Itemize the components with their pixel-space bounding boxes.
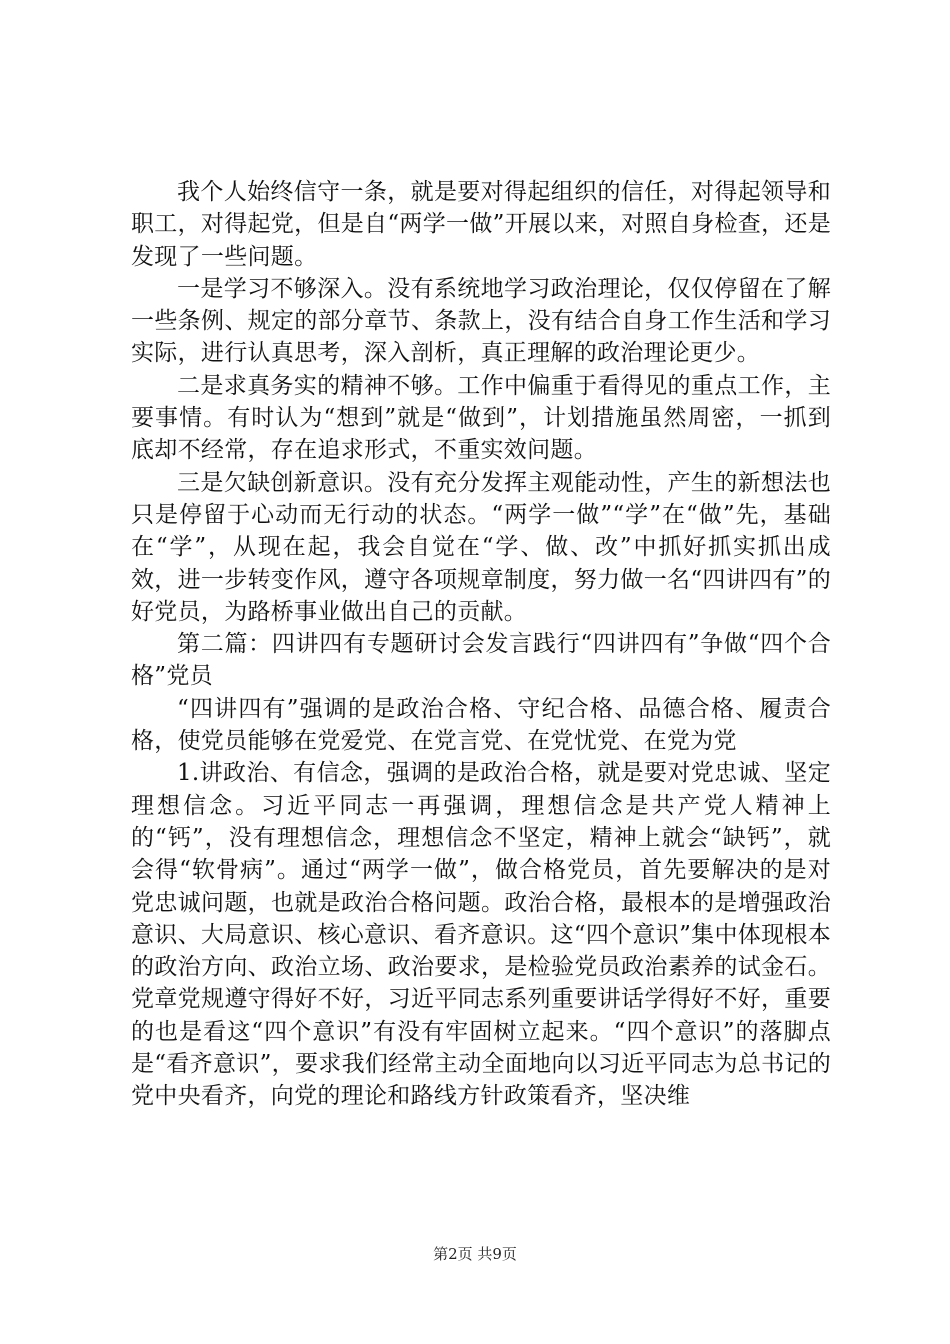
paragraph-problem-1: 一是学习不够深入。没有系统地学习政治理论，仅仅停留在了解一些条例、规定的部分章节、条款上，没有结合自身工作生活和学习实际，进行认真思考，深入剖析，真正理解的政治理论更少。 bbox=[131, 275, 831, 367]
paragraph-point-1: 1.讲政治、有信念，强调的是政治合格，就是要对党忠诚、坚定理想信念。习近平同志一再强调，理想信念是共产党人精神上的“钙”，没有理想信念，理想信念不坚定，精神上就会“缺钙”，就会得“软骨病”。通过“两学一做”，做合格党员，首先要解决的是对党忠诚问题，也就是政治合格问题。政治合格，最根本的是增强政治意识、大局意识、核心意识、看齐意识。这“四个意识”集中体现根本的政治方向、政治立场、政治要求，是检验党员政治素养的试金石。党章党规遵守得好不好，习近平同志系列重要讲话学得好不好，重要的也是看这“四个意识”有没有牢固树立起来。“四个意识”的落脚点是“看齐意识”，要求我们经常主动全面地向以习近平同志为总书记的党中央看齐，向党的理论和路线方针政策看齐，坚决维 bbox=[131, 760, 831, 1110]
document-body bbox=[131, 176, 831, 1113]
paragraph-summary: “四讲四有”强调的是政治合格、守纪合格、品德合格、履责合格，使党员能够在党爱党、在党言党、在党忧党、在党为党 bbox=[131, 695, 831, 755]
paragraph-problem-3: 三是欠缺创新意识。没有充分发挥主观能动性，产生的新想法也只是停留于心动而无行动的状态。“两学一做”“学”在“做”先，基础在“学”，从现在起，我会自觉在“学、做、改”中抓好抓实抓出成效，进一步转变作风，遵守各项规章制度，努力做一名“四讲四有”的好党员，为路桥事业做出自己的贡献。 bbox=[131, 469, 831, 625]
section-heading: 第二篇：四讲四有专题研讨会发言践行“四讲四有”争做“四个合格”党员 bbox=[131, 631, 831, 690]
paragraph-intro: 我个人始终信守一条，就是要对得起组织的信任，对得起领导和职工，对得起党，但是自“两学一做”开展以来，对照自身检查，还是发现了一些问题。 bbox=[131, 179, 831, 270]
page-footer: 第2页 共9页 bbox=[433, 1245, 517, 1263]
paragraph-problem-2: 二是求真务实的精神不够。工作中偏重于看得见的重点工作，主要事情。有时认为“想到”就是“做到”，计划措施虽然周密，一抓到底却不经常，存在追求形式，不重实效问题。 bbox=[131, 372, 831, 464]
